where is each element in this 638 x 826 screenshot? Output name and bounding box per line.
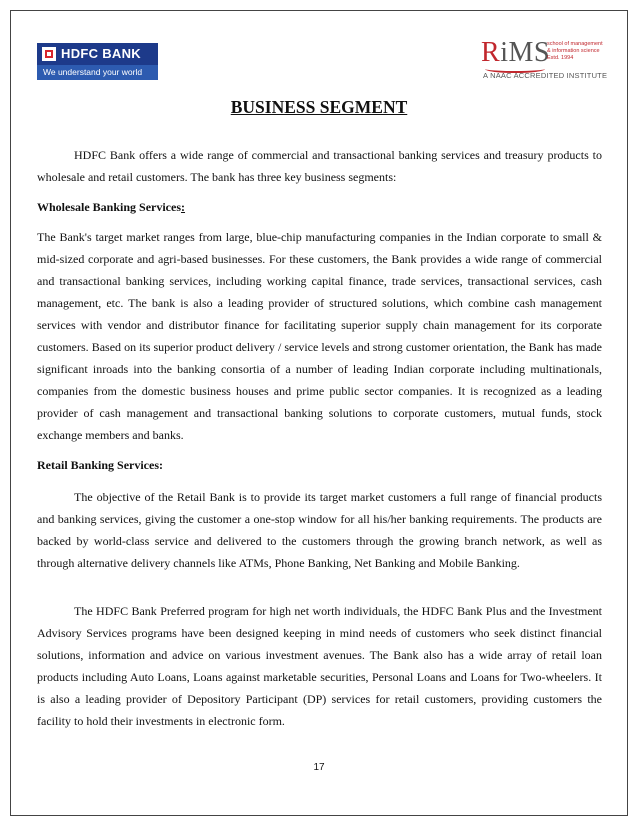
retail-paragraph-2: The HDFC Bank Preferred program for high net worth individuals, the HDFC Bank Plus and the Investment Advisory Services programs have been designed keeping in mind needs of customers who seek distinct financial solutions, information and advice on various investment avenues. The Bank also has a wide array of retail loan products including Auto Loans, Loans against marketable securities, Personal Loans and Loans for Two-wheelers. It is also a leading provider of Depository Participant (DP) services for retail customers, providing customers the facility to hold their investments in electronic form.	[37, 604, 602, 728]
retail-paragraph-1: The objective of the Retail Bank is to provide its target market customers a full range of financial products and banking services, giving the customer a one-stop window for all his/her banking requirements. The products are backed by world-class service and delivered to the customers through the growing branch network, as well as through alternative delivery channels like ATMs, Phone Banking, Net Banking and Mobile Banking.	[37, 490, 602, 570]
hdfc-logo-tagline: We understand your world	[37, 65, 158, 80]
hdfc-logo-name: HDFC BANK	[61, 46, 141, 61]
rims-logo-subtitle: school of management & information science Estd. 1994	[547, 41, 603, 61]
rims-accreditation: A NAAC ACCREDITED INSTITUTE	[483, 71, 608, 80]
page-title: BUSINESS SEGMENT	[230, 97, 408, 117]
page-number: 17	[313, 762, 325, 773]
wholesale-paragraph: The Bank's target market ranges from large, blue-chip manufacturing companies in the Indian corporate to small & mid-sized corporate and agri-based businesses. For these customers, the Bank provides a wide range of commercial and transactional banking services, including working capital finance, trade services, transactional services, cash management, etc. The bank is also a leading provider of structured solutions, which combine cash management services with vendor and distributor finance for facilitating superior supply chain management for its corporate customers. Based on its superior product delivery / service levels and strong customer orientation, the Bank has made significant inroads into the banking consortia of a number of leading Indian corporate including multinationals, companies from the domestic business houses and prime public sector companies. It is recognized as a leading provider of cash management and transactional banking solutions to corporate customers, mutual funds, stock exchange members and banks.	[37, 230, 602, 442]
rims-logo	[475, 37, 615, 83]
retail-heading: Retail Banking Services:	[37, 458, 163, 472]
hdfc-logo-icon	[42, 47, 56, 61]
intro-paragraph: HDFC Bank offers a wide range of commercial and transactional banking services and treasury products to wholesale and retail customers. The bank has three key business segments:	[37, 148, 602, 184]
hdfc-bank-logo	[37, 43, 158, 80]
rims-logo-name: RiMS	[481, 37, 550, 68]
wholesale-heading: Wholesale Banking Services:	[37, 200, 186, 214]
